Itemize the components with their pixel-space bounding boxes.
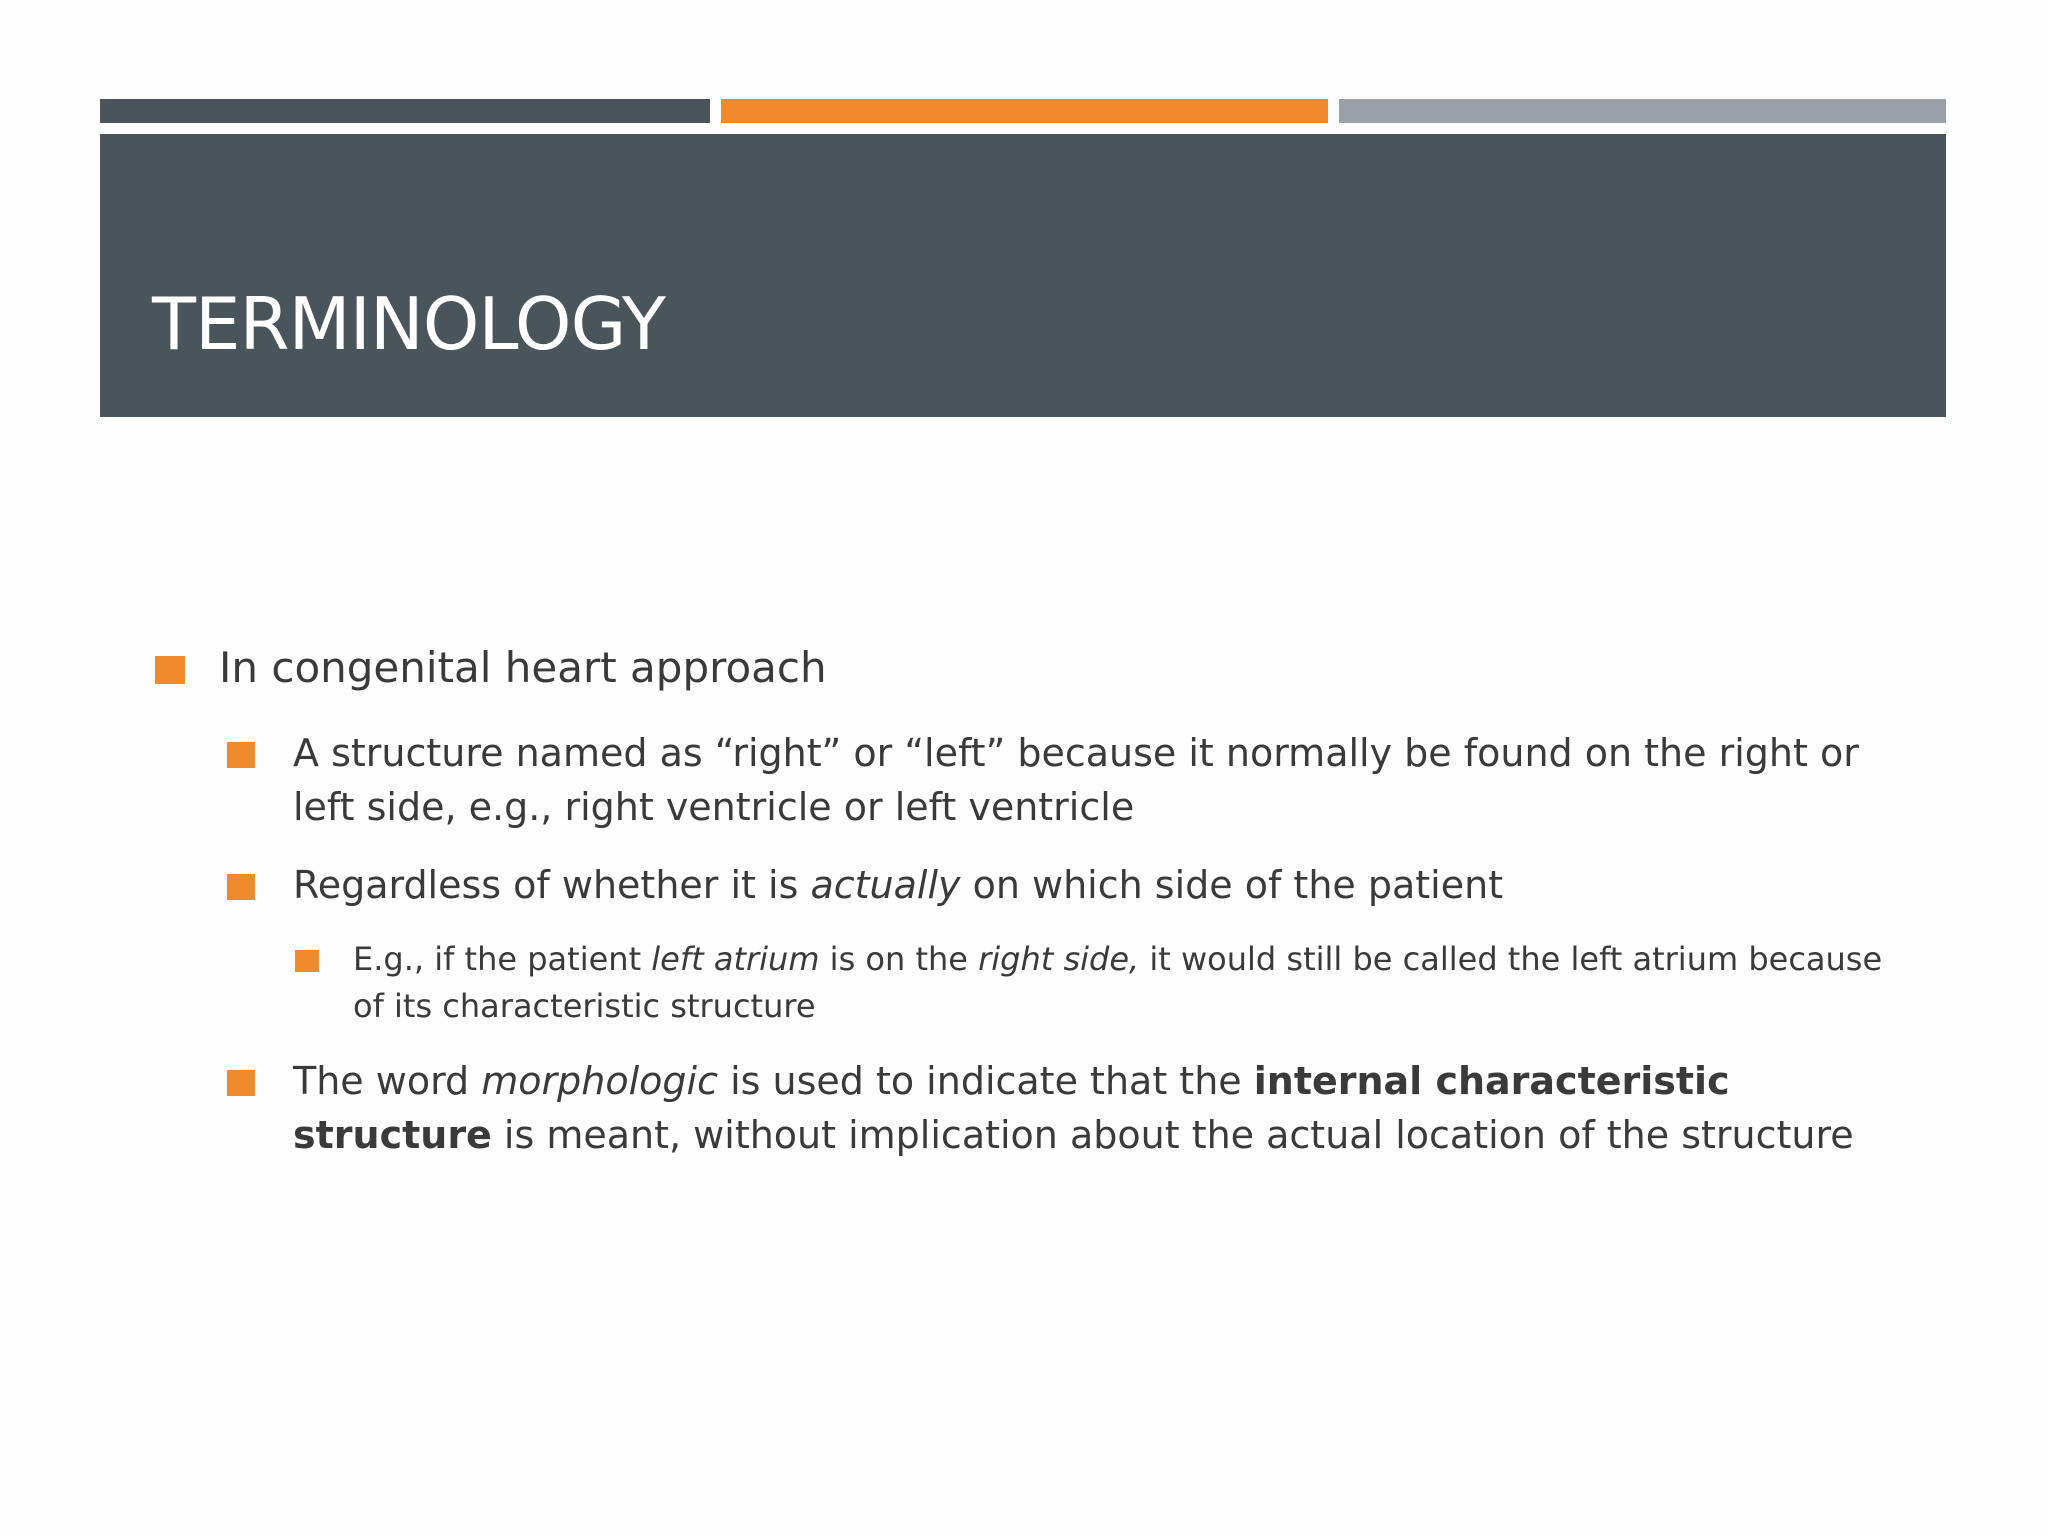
bullet-level2 (225, 726, 1893, 834)
accent-bar-dark (100, 99, 710, 123)
slide-title: TERMINOLOGY (152, 282, 665, 366)
slide-content (153, 640, 1893, 1186)
square-bullet-icon (227, 1070, 255, 1096)
accent-bar-gray (1339, 99, 1946, 123)
square-bullet-icon (227, 742, 255, 768)
bullet-text: In congenital heart approach (219, 643, 827, 692)
emphasis-text: right side, (978, 940, 1140, 978)
text-run: The word (293, 1059, 482, 1103)
text-run: is on the (819, 940, 979, 978)
bullet-text (293, 863, 1503, 907)
text-run: is used to indicate that the (717, 1059, 1254, 1103)
text-run: it would still be called the left atrium because of its characteristic structure (353, 940, 1883, 1025)
bullet-text (353, 940, 1882, 1025)
accent-bar-orange (721, 99, 1328, 123)
emphasis-text: morphologic (481, 1059, 718, 1103)
emphasis-text: left atrium (651, 940, 820, 978)
bullet-text: A structure named as “right” or “left” because it normally be found on the right or left side, e.g., right ventricle or left ventricle (293, 731, 1859, 829)
title-band (100, 134, 1946, 417)
text-run: on which side of the patient (960, 863, 1504, 907)
emphasis-text: actually (810, 863, 961, 907)
bullet-text (293, 1059, 1854, 1157)
text-run: is meant, without implication about the actual location of the structure (491, 1113, 1854, 1157)
bullet-level2 (225, 1054, 1893, 1162)
square-bullet-icon (227, 874, 255, 900)
text-run: E.g., if the patient (353, 940, 652, 978)
bullet-level3 (293, 936, 1893, 1030)
bullet-level2 (225, 858, 1893, 912)
text-run: Regardless of whether it is (293, 863, 811, 907)
square-bullet-icon (295, 950, 319, 972)
bold-text: internal characteristic structure (293, 1059, 1730, 1157)
square-bullet-icon (155, 656, 185, 684)
bullet-level1 (153, 640, 1893, 696)
